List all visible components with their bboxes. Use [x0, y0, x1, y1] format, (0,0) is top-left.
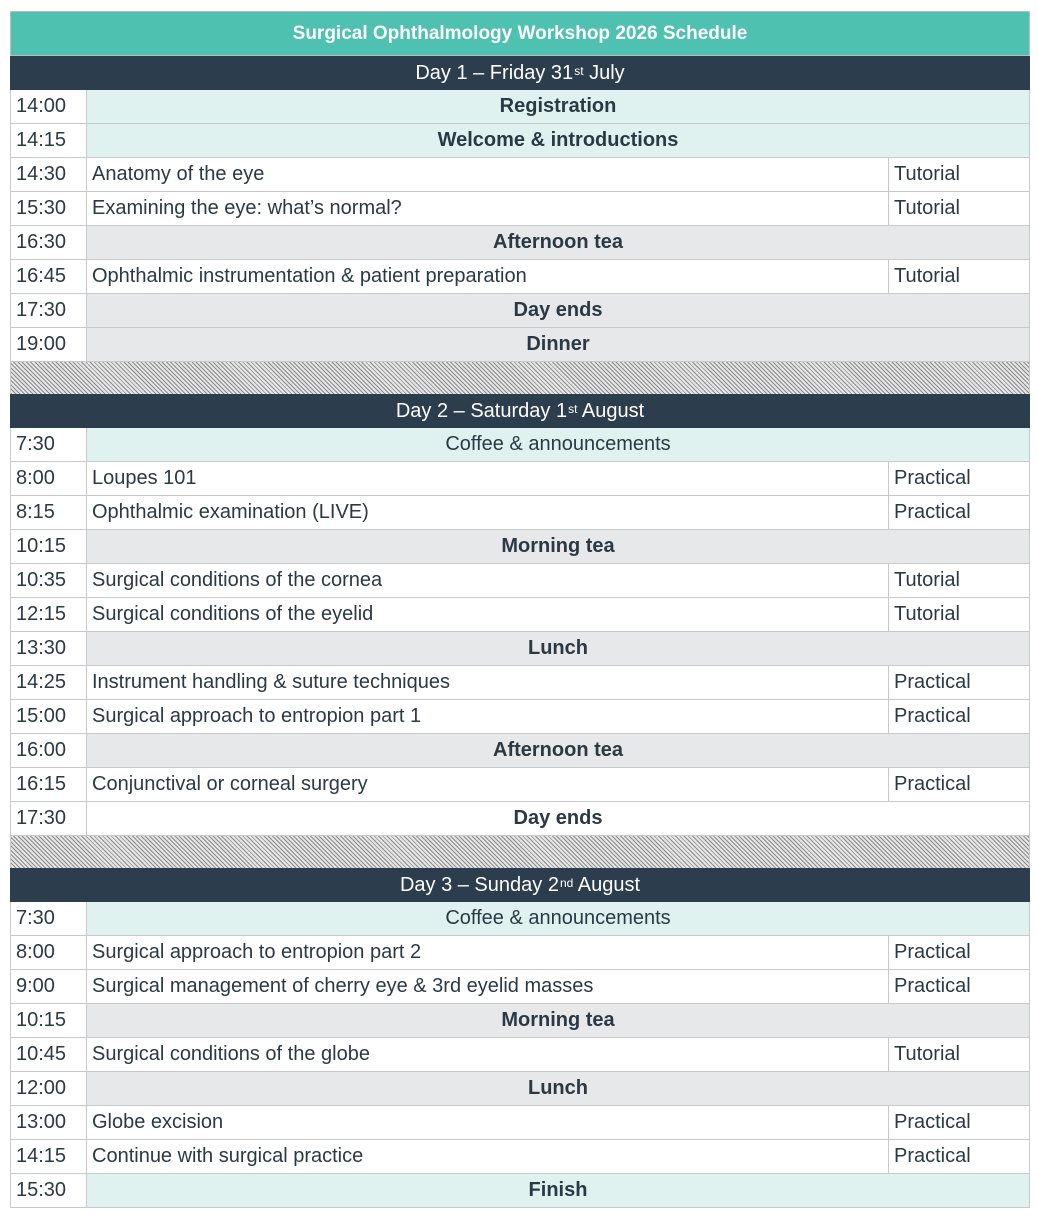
day-header-month: August: [577, 399, 645, 422]
break-label: Lunch: [86, 1072, 1030, 1105]
break-label: Registration: [86, 90, 1030, 123]
break-label: Morning tea: [86, 530, 1030, 563]
schedule-days: [10, 56, 1030, 1208]
day-header-ordinal: st: [574, 64, 584, 78]
break-label: Coffee & announcements: [86, 428, 1030, 461]
schedule-break-row: [10, 1072, 1030, 1106]
session-title: Surgical management of cherry eye & 3rd eyelid masses: [86, 970, 888, 1003]
session-type: Practical: [888, 768, 1030, 801]
schedule-session-row: [10, 564, 1030, 598]
session-time: 8:00: [10, 936, 86, 969]
session-type: Practical: [888, 496, 1030, 529]
session-title: Surgical approach to entropion part 1: [86, 700, 888, 733]
session-type: Tutorial: [888, 158, 1030, 191]
break-label: Lunch: [86, 632, 1030, 665]
session-time: 16:30: [10, 226, 86, 259]
session-time: 16:00: [10, 734, 86, 767]
schedule-break-row: [10, 226, 1030, 260]
session-time: 16:15: [10, 768, 86, 801]
break-label: Afternoon tea: [86, 226, 1030, 259]
session-type: Practical: [888, 700, 1030, 733]
break-label: Dinner: [86, 328, 1030, 361]
day-separator: [10, 362, 1030, 394]
schedule-session-row: [10, 700, 1030, 734]
session-title: Examining the eye: what’s normal?: [86, 192, 888, 225]
session-time: 14:15: [10, 1140, 86, 1173]
session-type: Tutorial: [888, 598, 1030, 631]
schedule-session-row: [10, 936, 1030, 970]
schedule-break-row: [10, 428, 1030, 462]
break-label: Morning tea: [86, 1004, 1030, 1037]
schedule-session-row: [10, 1140, 1030, 1174]
session-type: Tutorial: [888, 1038, 1030, 1071]
session-type: Tutorial: [888, 564, 1030, 597]
session-type: Practical: [888, 970, 1030, 1003]
session-time: 9:00: [10, 970, 86, 1003]
break-label: Welcome & introductions: [86, 124, 1030, 157]
break-label: Day ends: [86, 802, 1030, 835]
session-time: 15:00: [10, 700, 86, 733]
day-header: [10, 56, 1030, 90]
session-title: Ophthalmic instrumentation & patient preparation: [86, 260, 888, 293]
schedule-session-row: [10, 598, 1030, 632]
schedule-break-row: [10, 294, 1030, 328]
session-title: Surgical approach to entropion part 2: [86, 936, 888, 969]
day-header-ordinal: st: [568, 402, 578, 416]
schedule-session-row: [10, 496, 1030, 530]
day-header-month: July: [583, 61, 625, 84]
session-title: Surgical conditions of the globe: [86, 1038, 888, 1071]
session-title: Globe excision: [86, 1106, 888, 1139]
schedule-break-row: [10, 124, 1030, 158]
session-type: Practical: [888, 936, 1030, 969]
session-time: 8:15: [10, 496, 86, 529]
day-header: [10, 394, 1030, 428]
schedule-session-row: [10, 462, 1030, 496]
schedule-session-row: [10, 260, 1030, 294]
session-time: 10:45: [10, 1038, 86, 1071]
schedule-break-row: [10, 90, 1030, 124]
day-separator: [10, 836, 1030, 868]
schedule-session-row: [10, 768, 1030, 802]
session-time: 16:45: [10, 260, 86, 293]
session-time: 12:00: [10, 1072, 86, 1105]
session-time: 15:30: [10, 192, 86, 225]
schedule-break-row: [10, 1004, 1030, 1038]
session-time: 8:00: [10, 462, 86, 495]
session-title: Loupes 101: [86, 462, 888, 495]
schedule-title: Surgical Ophthalmology Workshop 2026 Schedule: [10, 11, 1030, 56]
schedule-break-row: [10, 328, 1030, 362]
session-title: Surgical conditions of the eyelid: [86, 598, 888, 631]
session-time: 15:30: [10, 1174, 86, 1207]
schedule-break-row: [10, 734, 1030, 768]
session-title: Surgical conditions of the cornea: [86, 564, 888, 597]
schedule-session-row: [10, 970, 1030, 1004]
session-time: 13:00: [10, 1106, 86, 1139]
session-time: 10:35: [10, 564, 86, 597]
day-header-month: August: [573, 873, 641, 896]
day-header-ordinal: nd: [559, 876, 574, 890]
session-title: Conjunctival or corneal surgery: [86, 768, 888, 801]
schedule-break-row: [10, 902, 1030, 936]
session-title: Continue with surgical practice: [86, 1140, 888, 1173]
session-time: 7:30: [10, 902, 86, 935]
day-header: [10, 868, 1030, 902]
session-type: Practical: [888, 462, 1030, 495]
schedule-session-row: [10, 1038, 1030, 1072]
session-time: 14:25: [10, 666, 86, 699]
session-title: Instrument handling & suture techniques: [86, 666, 888, 699]
schedule-session-row: [10, 666, 1030, 700]
session-type: Tutorial: [888, 260, 1030, 293]
schedule-table: [10, 11, 1030, 1208]
session-type: Practical: [888, 666, 1030, 699]
session-type: Tutorial: [888, 192, 1030, 225]
session-time: 13:30: [10, 632, 86, 665]
session-time: 10:15: [10, 1004, 86, 1037]
session-time: 12:15: [10, 598, 86, 631]
session-time: 17:30: [10, 294, 86, 327]
schedule-session-row: [10, 1106, 1030, 1140]
session-time: 14:15: [10, 124, 86, 157]
schedule-session-row: [10, 158, 1030, 192]
schedule-break-row: [10, 802, 1030, 836]
schedule-break-row: [10, 530, 1030, 564]
session-type: Practical: [888, 1106, 1030, 1139]
break-label: Day ends: [86, 294, 1030, 327]
schedule-break-row: [10, 632, 1030, 666]
session-time: 10:15: [10, 530, 86, 563]
session-time: 14:00: [10, 90, 86, 123]
day-header-text: Day 1 – Friday 31: [415, 61, 574, 84]
session-time: 19:00: [10, 328, 86, 361]
session-type: Practical: [888, 1140, 1030, 1173]
break-label: Afternoon tea: [86, 734, 1030, 767]
session-title: Anatomy of the eye: [86, 158, 888, 191]
schedule-session-row: [10, 192, 1030, 226]
day-header-text: Day 3 – Sunday 2: [399, 873, 559, 896]
schedule-break-row: [10, 1174, 1030, 1208]
session-time: 14:30: [10, 158, 86, 191]
session-time: 7:30: [10, 428, 86, 461]
break-label: Finish: [86, 1174, 1030, 1207]
session-time: 17:30: [10, 802, 86, 835]
break-label: Coffee & announcements: [86, 902, 1030, 935]
day-header-text: Day 2 – Saturday 1: [395, 399, 568, 422]
session-title: Ophthalmic examination (LIVE): [86, 496, 888, 529]
